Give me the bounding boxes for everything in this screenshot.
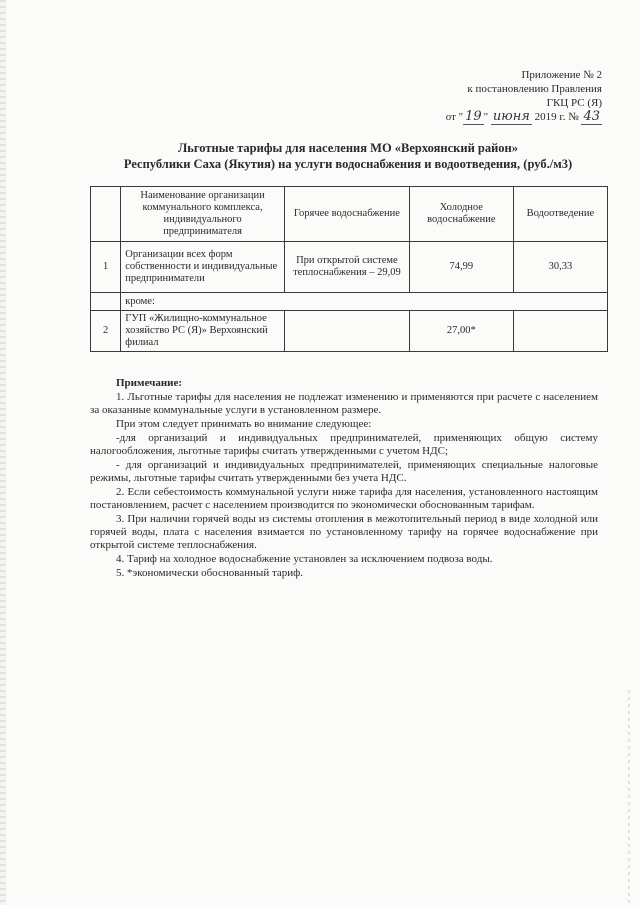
row-org: Организации всех форм собственности и индивидуальные предприниматели: [121, 242, 285, 293]
row-cold-water: 74,99: [409, 242, 513, 293]
row-num: 1: [91, 242, 121, 293]
scan-edge-left: [0, 0, 6, 905]
header-org: Наименование организации коммунального комплекса, индивидуального предпринимателя: [121, 187, 285, 242]
tariff-table: [90, 186, 608, 352]
note-item: 4. Тариф на холодное водоснабжение установлен за исключением подвоза воды.: [116, 553, 493, 565]
row-num: 2: [91, 311, 121, 352]
date-month-handwritten: июня: [492, 109, 530, 124]
appendix-line-1: Приложение № 2: [521, 69, 602, 81]
notes-heading: Примечание:: [116, 377, 183, 389]
date-day-handwritten: 19: [465, 109, 482, 124]
note-item: - для организаций и индивидуальных предпринимателей, применяющих специальные налоговые режимы, льготные тарифы считать утвержденными без учета НДС.: [90, 459, 598, 484]
table-row: [91, 311, 608, 352]
row-org: ГУП «Жилищно-коммунальное хозяйство РС (Я)» Верхоянский филиал: [121, 311, 285, 352]
header-num: [91, 187, 121, 242]
row-drainage: [513, 311, 607, 352]
row-hot-water: [284, 311, 409, 352]
scan-edge-right: [628, 690, 630, 905]
appendix-line-2: к постановлению Правления: [467, 83, 602, 95]
note-item: 3. При наличии горячей воды из системы отопления в межотопительный период в виде холодной или горячей воды, плата с населения взимается по установленному тарифу на горячее водоснабжение при открытой системе теплоснабжения.: [90, 513, 598, 551]
date-year: 2019 г. №: [534, 111, 579, 123]
row-num-empty: [91, 293, 121, 311]
notes-section: [90, 377, 598, 581]
date-mid: ": [483, 111, 489, 123]
table-row-except: [91, 293, 608, 311]
row-drainage: 30,33: [513, 242, 607, 293]
decree-number-handwritten: 43: [583, 109, 600, 124]
title-line-2: Республики Саха (Якутия) на услуги водоснабжения и водоотведения, (руб./м3): [123, 157, 573, 171]
note-item: 2. Если себестоимость коммунальной услуги ниже тарифа для населения, установленного настоящим постановлением, расчет с населением производится по экономически обоснованным тарифам.: [90, 486, 598, 511]
except-label: кроме:: [121, 293, 608, 311]
header-cold-water: Холодное водоснабжение: [409, 187, 513, 242]
appendix-date-line: [446, 110, 602, 124]
header-drainage: Водоотведение: [513, 187, 607, 242]
note-item: -для организаций и индивидуальных предпринимателей, применяющих общую систему налогообложения, льготные тарифы считать утвержденными с учетом НДС;: [90, 432, 598, 457]
date-prefix: от ": [445, 111, 464, 123]
title-line-1: Льготные тарифы для населения МО «Верхоянский район»: [177, 141, 519, 155]
note-item: 1. Льготные тарифы для населения не подлежат изменению и применяются при расчете с населением за оказанные коммунальные услуги в установленном размере.: [90, 391, 598, 416]
note-item: При этом следует принимать во внимание следующее:: [116, 418, 372, 430]
row-cold-water: 27,00*: [409, 311, 513, 352]
row-hot-water: При открытой системе теплоснабжения – 29,09: [284, 242, 409, 293]
document-title: [88, 140, 608, 172]
table-header-row: [91, 187, 608, 242]
header-hot-water: Горячее водоснабжение: [284, 187, 409, 242]
note-item: 5. *экономически обоснованный тариф.: [116, 567, 304, 579]
table-row: [91, 242, 608, 293]
appendix-line-3: ГКЦ РС (Я): [546, 97, 602, 109]
appendix-header: [446, 68, 602, 124]
